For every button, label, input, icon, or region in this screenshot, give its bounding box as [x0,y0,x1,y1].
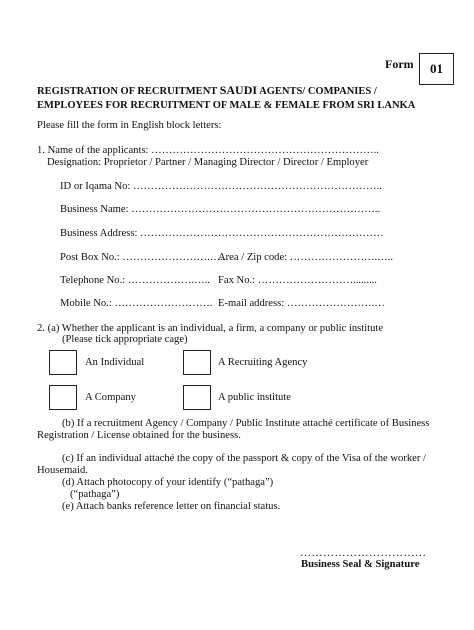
title-line-1-pre: REGISTRATION OF RECRUITMENT [37,86,220,97]
signature-label: Business Seal & Signature [301,559,420,570]
business-address-field[interactable]: Business Address: …………………………………………………………… [60,228,384,239]
checkbox-company[interactable] [49,385,77,410]
instruction-b-line-2: Registration / License obtained for the business. [37,430,241,441]
form-title [37,83,415,113]
instruction-c-line-2: Housemaid. [37,465,88,476]
form-number-box [419,53,454,85]
id-iqama-field[interactable]: ID or Iqama No: …………………………………………………………….. [60,181,382,192]
instruction-b-line-1: (b) If a recruitment Agency / Company / Public Institute attaché certificate of Business [62,418,430,429]
option-public-institute-label: A public institute [218,392,291,403]
title-saudi: SAUDI [219,83,258,97]
title-line-1 [37,83,415,99]
email-field[interactable]: E-mail address: …………………….… [218,298,385,309]
instruction-e: (e) Attach banks reference letter on financial status. [62,501,281,512]
designation-line: Designation: Proprietor / Partner / Managing Director / Director / Employer [47,157,369,168]
instruction-d-line-1: (d) Attach photocopy of your identify (“pathaga”) [62,477,274,488]
checkbox-individual[interactable] [49,350,77,375]
instruction-d-line-2: (“pathaga”) [70,489,120,500]
post-box-field[interactable]: Post Box No.: …………………….….. [60,252,226,263]
checkbox-public-institute[interactable] [183,385,211,410]
telephone-field[interactable]: Telephone No.: ……………….….. [60,275,210,286]
fax-field[interactable]: Fax No.: ………………………......... [218,275,377,286]
applicant-name-field[interactable]: 1. Name of the applicants: ……………………………………………………….. [37,145,379,156]
instruction-text: Please fill the form in English block letters: [37,120,222,131]
checkbox-recruiting-agency[interactable] [183,350,211,375]
form-label: Form [385,57,414,71]
option-company-label: A Company [85,392,136,403]
option-recruiting-agency-label: A Recruiting Agency [218,357,308,368]
question-2a-hint: (Please tick appropriate cage) [62,334,188,345]
form-number: 01 [430,60,443,76]
title-line-1-post: AGENTS/ COMPANIES / [257,86,377,97]
title-line-2: EMPLOYEES FOR RECRUITMENT OF MALE & FEMALE FROM SRI LANKA [37,99,416,111]
instruction-c-line-1: (c) If an individual attaché the copy of the passport & copy of the Visa of the worker / [62,453,426,464]
area-zip-field[interactable]: Area / Zip code: …………………….….. [218,252,394,263]
mobile-field[interactable]: Mobile No.: ………………………. [60,298,213,309]
signature-dotted-line[interactable]: …………………………… [300,547,427,559]
business-name-field[interactable]: Business Name: …………………………………………………………….. [60,204,381,215]
question-2a: 2. (a) Whether the applicant is an individual, a firm, a company or public institute [37,323,384,334]
option-individual-label: An Individual [85,357,145,368]
